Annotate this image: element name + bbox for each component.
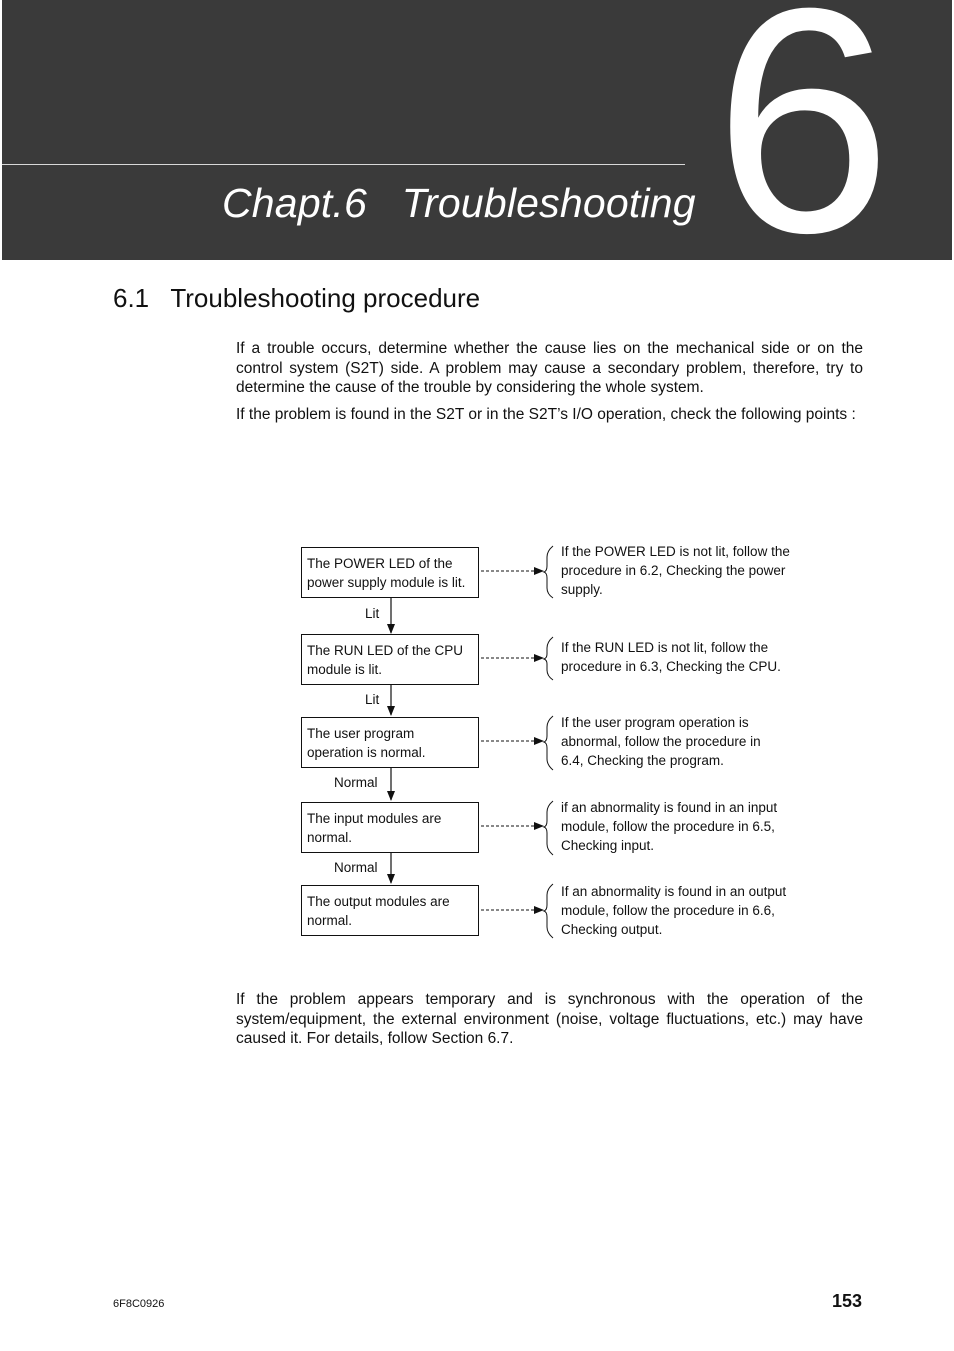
page-number: 153 [832,1291,863,1311]
brace-2 [544,637,553,680]
note-braces [544,546,553,938]
flow-condition-label-4: Normal [334,860,378,875]
flow-note-input: if an abnormality is found in an input module, follow the procedure in 6.5, Checking input. [561,800,778,853]
flow-step-box-run-led: The RUN LED of the CPU module is lit. [301,634,479,685]
flow-step-box-power-led: The POWER LED of the power supply module is lit. [301,547,479,598]
brace-5 [544,884,553,938]
flow-step-box-output-modules: The output modules are normal. [301,885,479,936]
section-heading: 6.1 Troubleshooting procedure [113,283,481,313]
flow-condition-label-2: Lit [365,692,380,707]
flow-condition-label-3: Normal [334,775,378,790]
chapter-title: Chapt.6 Troubleshooting [222,180,696,226]
intro-paragraph-2: If the problem is found in the S2T or in the S2T’s I/O operation, check the following points : [236,406,856,423]
flow-condition-label-1: Lit [365,606,380,621]
flow-note-output: If an abnormality is found in an output module, follow the procedure in 6.6, Checking output. [561,884,787,937]
brace-1 [544,546,553,598]
intro-paragraph-1: If a trouble occurs, determine whether the cause lies on the mechanical side or on the control system (S2T) side. A problem may cause a secondary problem, therefore, try to determine the cause of the trouble by considering the whole system. [236,340,863,396]
flow-side-arrows [481,571,543,910]
document-code: 6F8C0926 [113,1298,165,1310]
flow-note-program: If the user program operation is abnormal, follow the procedure in 6.4, Checking the program. [561,715,761,768]
brace-4 [544,801,553,855]
chapter-number: 6 [714,0,892,260]
flow-note-run: If the RUN LED is not lit, follow the procedure in 6.3, Checking the CPU. [561,640,781,674]
flow-note-power: If the POWER LED is not lit, follow the procedure in 6.2, Checking the power supply. [561,544,790,597]
flow-step-box-input-modules: The input modules are normal. [301,802,479,853]
brace-3 [544,716,553,770]
flow-step-box-user-program: The user program operation is normal. [301,717,479,768]
closing-paragraph: If the problem appears temporary and is synchronous with the operation of the system/equipment, the external environment (noise, voltage fluctuations, etc.) may have caused it. For details, follow Section 6.7. [236,991,863,1047]
